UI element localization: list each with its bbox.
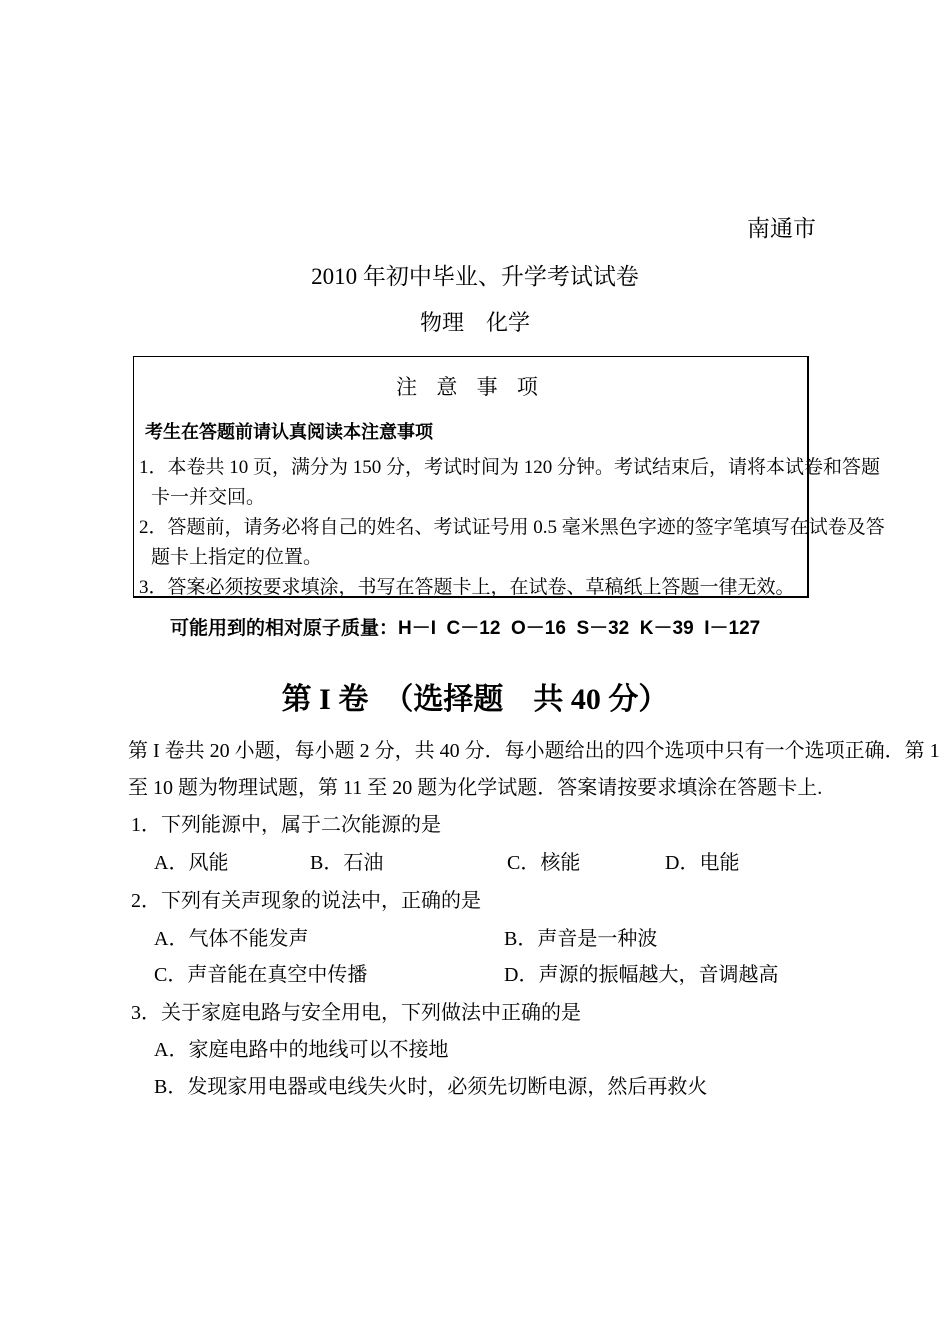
exam-title: 2010 年初中毕业、升学考试试卷 [311,264,639,289]
question-3-option-b: B．发现家用电器或电线失火时，必须先切断电源，然后再救火 [154,1076,708,1098]
notice-header: 注 意 事 项 [396,375,545,399]
question-2-option-d: D．声源的振幅越大，音调越高 [504,964,779,986]
part1-intro-line-2: 至 10 题为物理试题，第 11 至 20 题为化学试题．答案请按要求填涂在答题卡上. [128,777,823,799]
atomic-mass-line: 可能用到的相对原子质量：H－I C－12 O－16 S－32 K－39 I－127 [170,618,761,639]
question-3-text: 3．关于家庭电路与安全用电，下列做法中正确的是 [131,1002,581,1024]
notice-item-1-line-2: 卡一并交回。 [151,487,266,508]
notice-item-3-line-1: 3．答案必须按要求填涂，书写在答题卡上，在试卷、草稿纸上答题一律无效。 [139,577,795,598]
question-1-options-row [128,850,828,876]
question-1-text: 1．下列能源中，属于二次能源的是 [131,814,441,836]
part1-intro-line-1: 第 I 卷共 20 小题，每小题 2 分，共 40 分．每小题给出的四个选项中只有一个选项正确．第 1 [128,740,940,762]
city-label: 南通市 [747,216,816,241]
question-2-option-b: B．声音是一种波 [504,928,658,950]
notice-item-2-line-1: 2．答题前，请务必将自己的姓名、考试证号用 0.5 毫米黑色字迹的签字笔填写在试卷及答 [139,517,885,538]
question-2-options-row-1 [128,926,828,952]
notice-box [133,356,885,598]
notice-items [134,453,885,603]
question-1-option-d: D．电能 [665,852,740,874]
notice-lead: 考生在答题前请认真阅读本注意事项 [145,422,433,442]
question-3-option-a: A．家庭电路中的地线可以不接地 [154,1039,449,1061]
question-3-option-b-row [128,1074,828,1100]
question-1-option-a: A．风能 [154,852,229,874]
part1-heading: 第 I 卷 （选择题 共 40 分） [281,683,669,716]
question-2-text: 2．下列有关声现象的说法中，正确的是 [131,890,481,912]
question-2-option-a: A．气体不能发声 [154,928,309,950]
subject-line: 物理 化学 [419,310,530,335]
question-1-option-b: B．石油 [310,852,384,874]
notice-item-1-line-1: 1．本卷共 10 页，满分为 150 分，考试时间为 120 分钟。考试结束后，请将本试卷和答题 [139,457,881,478]
notice-item-2-line-2: 题卡上指定的位置。 [151,547,323,568]
question-2-options-row-2 [128,962,828,988]
question-3-option-a-row [128,1037,828,1063]
question-1-option-c: C．核能 [507,852,581,874]
question-2-option-c: C．声音能在真空中传播 [154,964,368,986]
